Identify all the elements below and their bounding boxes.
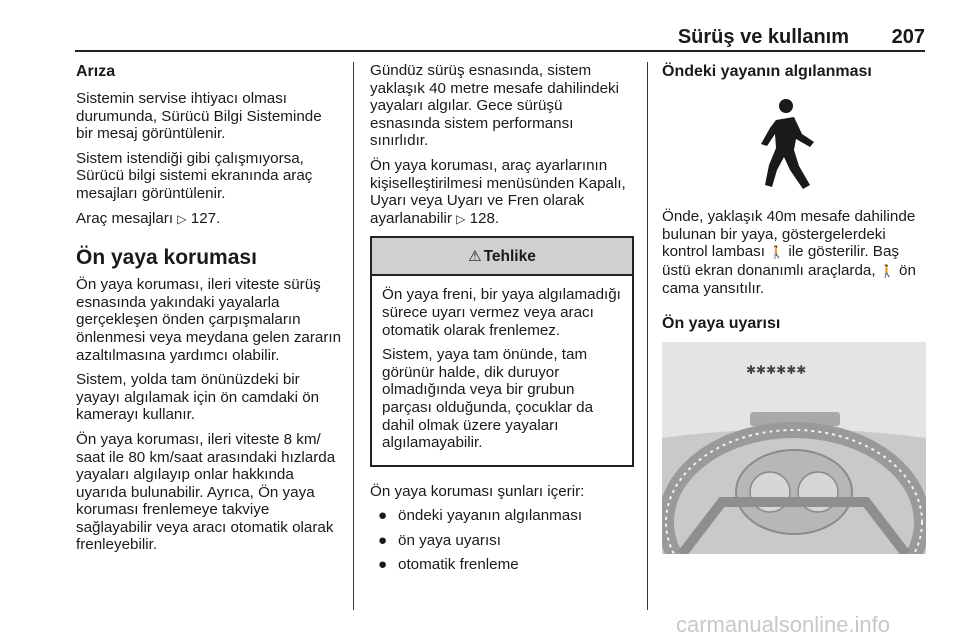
page-header <box>75 24 925 52</box>
column-middle <box>370 62 634 581</box>
dashboard-illustration <box>662 342 926 554</box>
paragraph: Sistem, yolda tam önünüzdeki bir yayayı algılamak için ön camdaki ön kamerayı kullanır. <box>76 371 320 424</box>
paragraph: Ön yaya koruması, ileri viteste 8 km/ saat ile 80 km/saat arasındaki hızlarda yayaları algılayıp onlar hakkında uyarıda bulunabilir. Ayrıca, Ön yaya koruması frenlemeye takviye sağlayabilir veya aracı otomatik olarak frenleyebilir. <box>76 430 336 554</box>
page-reference[interactable]: 127. <box>190 209 221 227</box>
list-intro: Ön yaya koruması şunları içerir: <box>370 482 585 500</box>
watermark: carmanualsonline.info <box>676 612 891 637</box>
warning-triangle-icon: ⚠ <box>468 247 482 266</box>
heading-fault: Arıza <box>76 63 116 80</box>
triangle-right-icon: ▷ <box>456 211 466 226</box>
list-item: ● ön yaya uyarısı <box>378 531 501 549</box>
column-divider <box>353 62 354 610</box>
warning-paragraph: Ön yaya freni, bir yaya algılamadığı sürece uyarı vermez veya aracı otomatik olarak frenlemez. <box>382 286 621 339</box>
paragraph: Sistem istendiği gibi çalışmıyorsa, Sürücü bilgi sistemi ekranında araç mesajları görüntülenir. <box>76 149 313 202</box>
section-title: Sürüş ve kullanım <box>677 26 849 48</box>
paragraph: Sistemin servise ihtiyacı olması durumunda, Sürücü Bilgi Sisteminde bir mesaj görüntülenir. <box>76 90 322 143</box>
pedestrian-icon <box>662 90 926 200</box>
page-reference[interactable]: 128. <box>469 209 500 227</box>
paragraph: Önde, yaklaşık 40m mesafe dahilinde bulunan bir yaya, göstergelerdeki kontrol lambası 🚶 ile gösterilir. Baş üstü ekran donanımlı araçlarda, 🚶 ön cama yansıtılır. <box>662 208 916 298</box>
list-item: ● otomatik frenleme <box>378 556 519 574</box>
warning-paragraph: Sistem, yaya tam önünde, tam görünür halde, dik duruyor olmadığında veya bir grubun parçası olduğunda, çocuklar da dahil olmak üzere yayaları algılamayabilir. <box>382 346 594 452</box>
paragraph: Ön yaya koruması, ileri viteste sürüş esnasında yakındaki yayalarla gerçekleşen önden çarpışmaların önlenmesi veya meydana gelen zararın azaltılmasına yardımcı olabilir. <box>76 276 342 364</box>
paragraph: Ön yaya koruması, araç ayarlarının kişiselleştirilmesi menüsünden Kapalı, Uyarı veya Uyarı ve Fren olarak ayarlanabilir ▷ 128. <box>370 156 626 227</box>
heading-detect: Öndeki yayanın algılanması <box>662 63 872 80</box>
column-right <box>662 62 928 554</box>
list-item: ● öndeki yayanın algılanması <box>378 507 583 525</box>
pedestrian-icon: 🚶 <box>769 245 785 260</box>
paragraph: Gündüz sürüş esnasında, sistem yaklaşık 40 metre mesafe dahilindeki yayaları algılar. Gece sürüşü esnasında sistem performansı sınırlıdır. <box>370 62 620 150</box>
warning-body <box>372 276 632 464</box>
hud-dashboard-image <box>662 342 926 554</box>
triangle-right-icon: ▷ <box>177 211 187 226</box>
warning-box <box>370 236 634 466</box>
paragraph: Araç mesajları ▷ 127. <box>76 209 221 227</box>
column-divider <box>647 62 648 610</box>
warning-title: ⚠ Tehlike <box>372 238 632 276</box>
column-left <box>76 62 342 561</box>
svg-text:✱✱✱✱✱✱: ✱✱✱✱✱✱ <box>746 362 807 377</box>
page-number: 207 <box>891 26 925 48</box>
pedestrian-icon: 🚶 <box>879 263 895 278</box>
heading-warning: Ön yaya uyarısı <box>662 314 781 332</box>
heading-main: Ön yaya koruması <box>76 246 257 270</box>
pedestrian-figure <box>662 90 926 200</box>
feature-list <box>370 507 634 574</box>
